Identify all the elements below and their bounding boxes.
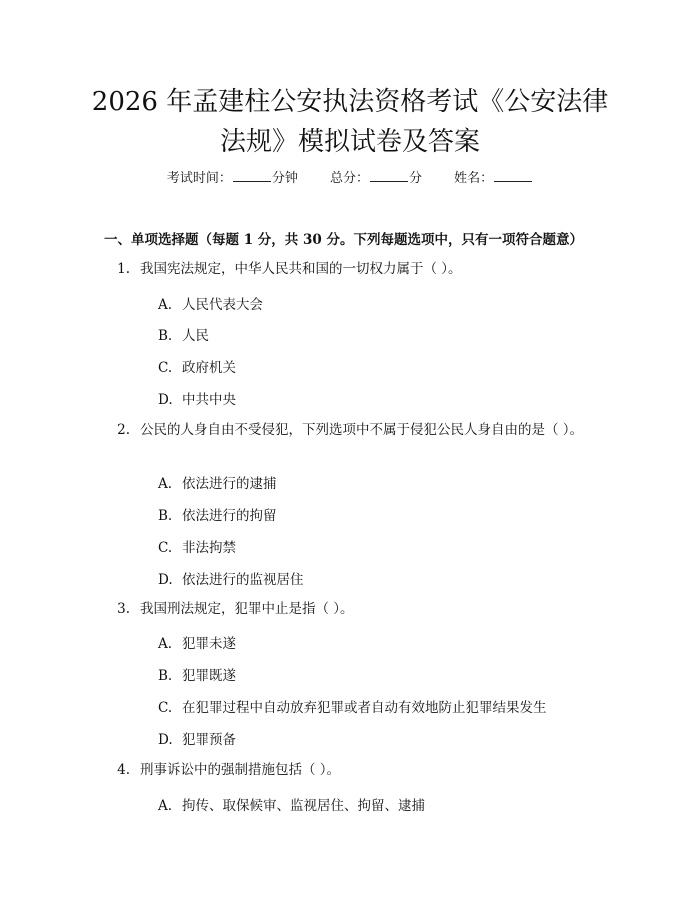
- exam-time-blank: [233, 169, 271, 182]
- total-score-label: 总分：: [329, 171, 369, 186]
- exam-time-field: [167, 167, 298, 186]
- question-number: 4.: [117, 762, 130, 778]
- option-2a: [158, 472, 277, 492]
- exam-time-unit: 分钟: [271, 171, 298, 186]
- option-3c: [158, 696, 547, 716]
- name-blank: [494, 169, 532, 182]
- option-letter: B.: [158, 508, 173, 524]
- total-score-blank: [370, 169, 408, 182]
- option-text: 非法拘禁: [182, 540, 236, 556]
- option-text: 在犯罪过程中自动放弃犯罪或者自动有效地防止犯罪结果发生: [182, 700, 547, 716]
- option-letter: D.: [158, 572, 173, 588]
- option-letter: A.: [158, 798, 173, 814]
- option-letter: C.: [158, 540, 173, 556]
- question-text: 我国刑法规定，犯罪中止是指（ ）。: [140, 601, 354, 617]
- title-line-1: 2026 年孟建柱公安执法资格考试《公安法律: [91, 87, 609, 117]
- name-field: [454, 167, 533, 186]
- option-1b: [158, 324, 209, 344]
- option-text: 人民: [182, 328, 209, 344]
- option-3d: [158, 728, 236, 748]
- question-3: [104, 599, 604, 619]
- option-text: 人民代表大会: [182, 297, 263, 313]
- option-letter: A.: [158, 297, 173, 313]
- option-1a: [158, 293, 263, 313]
- option-2c: [158, 536, 236, 556]
- question-number: 3.: [117, 601, 130, 617]
- page-title: [40, 82, 660, 162]
- option-text: 犯罪预备: [182, 732, 236, 748]
- question-number: 1.: [117, 261, 130, 277]
- question-number: 2.: [117, 422, 130, 438]
- option-letter: C.: [158, 700, 173, 716]
- section-title: 一、单项选择题（每题 1 分，共 30 分。下列每题选项中，只有一项符合题意）: [104, 232, 583, 248]
- option-4a: [158, 794, 425, 814]
- option-letter: A.: [158, 636, 173, 652]
- option-2d: [158, 568, 304, 588]
- option-letter: A.: [158, 476, 173, 492]
- option-text: 拘传、取保候审、监视居住、拘留、逮捕: [182, 798, 425, 814]
- option-letter: C.: [158, 360, 173, 376]
- question-4: [104, 760, 604, 780]
- option-letter: D.: [158, 732, 173, 748]
- exam-time-label: 考试时间：: [166, 171, 232, 186]
- question-2: [104, 420, 584, 440]
- question-text: 刑事诉讼中的强制措施包括（ ）。: [140, 762, 341, 778]
- option-letter: B.: [158, 668, 173, 684]
- option-letter: D.: [158, 392, 173, 408]
- exam-meta: [0, 167, 700, 186]
- question-1: [104, 259, 604, 279]
- option-letter: B.: [158, 328, 173, 344]
- option-1c: [158, 356, 236, 376]
- option-3a: [158, 632, 236, 652]
- option-text: 政府机关: [182, 360, 236, 376]
- option-text: 中共中央: [182, 392, 236, 408]
- question-text: 我国宪法规定，中华人民共和国的一切权力属于（ ）。: [140, 261, 462, 277]
- title-line-2: 法规》模拟试卷及答案: [219, 127, 480, 157]
- name-label: 姓名：: [454, 171, 494, 186]
- option-text: 犯罪未遂: [182, 636, 236, 652]
- option-2b: [158, 504, 277, 524]
- option-text: 依法进行的监视居住: [182, 572, 304, 588]
- option-1d: [158, 388, 236, 408]
- total-score-field: [330, 167, 422, 186]
- question-text: 公民的人身自由不受侵犯，下列选项中不属于侵犯公民人身自由的是（ ）。: [140, 422, 584, 438]
- option-text: 依法进行的逮捕: [182, 476, 277, 492]
- option-text: 犯罪既遂: [182, 668, 236, 684]
- total-score-unit: 分: [409, 171, 423, 186]
- option-3b: [158, 664, 236, 684]
- option-text: 依法进行的拘留: [182, 508, 277, 524]
